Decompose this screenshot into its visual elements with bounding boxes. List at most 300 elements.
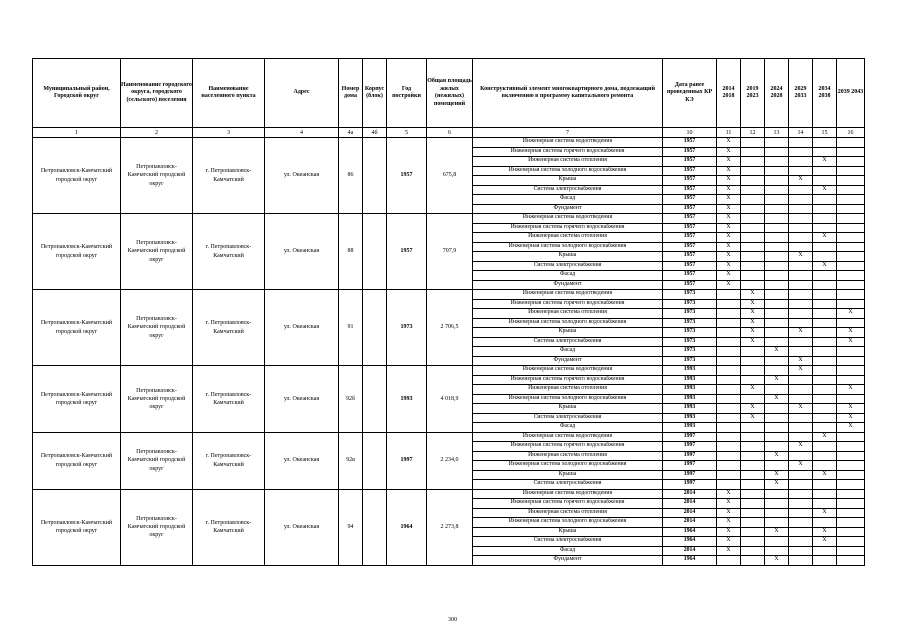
period-mark-cell bbox=[741, 242, 765, 252]
period-mark-cell bbox=[717, 470, 741, 480]
period-mark-cell bbox=[789, 233, 813, 243]
period-mark-cell: X bbox=[765, 470, 789, 480]
col-header-locality: Наименование населенного пункта bbox=[193, 59, 265, 128]
prior-repair-date-cell: 2014 bbox=[663, 489, 717, 499]
period-mark-cell bbox=[789, 147, 813, 157]
period-mark-cell bbox=[837, 261, 865, 271]
period-mark-cell bbox=[765, 204, 789, 214]
period-mark-cell bbox=[741, 204, 765, 214]
period-mark-cell bbox=[789, 299, 813, 309]
period-mark-cell: X bbox=[789, 252, 813, 262]
period-mark-cell: X bbox=[717, 537, 741, 547]
element-name-cell: Инженерная система водоотведения bbox=[473, 366, 663, 376]
prior-repair-date-cell: 1957 bbox=[663, 157, 717, 167]
period-mark-cell bbox=[813, 375, 837, 385]
period-mark-cell bbox=[765, 489, 789, 499]
period-mark-cell bbox=[837, 537, 865, 547]
table-row bbox=[33, 366, 865, 376]
period-mark-cell bbox=[717, 299, 741, 309]
address-cell: ул. Океанская bbox=[265, 214, 339, 290]
period-mark-cell bbox=[789, 290, 813, 300]
column-number-cell: 6 bbox=[427, 128, 473, 138]
period-mark-cell bbox=[837, 442, 865, 452]
prior-repair-date-cell: 2014 bbox=[663, 499, 717, 509]
period-mark-cell: X bbox=[717, 280, 741, 290]
period-mark-cell bbox=[837, 556, 865, 566]
column-number-cell: 12 bbox=[741, 128, 765, 138]
column-number-cell: 5 bbox=[387, 128, 427, 138]
period-mark-cell: X bbox=[813, 157, 837, 167]
period-mark-cell: X bbox=[765, 556, 789, 566]
period-mark-cell bbox=[837, 185, 865, 195]
element-name-cell: Фасад bbox=[473, 271, 663, 281]
period-mark-cell bbox=[765, 157, 789, 167]
period-mark-cell bbox=[813, 328, 837, 338]
period-mark-cell: X bbox=[717, 223, 741, 233]
prior-repair-date-cell: 1997 bbox=[663, 432, 717, 442]
table-row bbox=[33, 432, 865, 442]
period-mark-cell bbox=[741, 195, 765, 205]
period-mark-cell: X bbox=[717, 157, 741, 167]
element-name-cell: Инженерная система горячего водоснабжения bbox=[473, 223, 663, 233]
column-number-cell: 4а bbox=[339, 128, 363, 138]
period-mark-cell bbox=[789, 347, 813, 357]
period-mark-cell bbox=[813, 366, 837, 376]
period-mark-cell bbox=[837, 432, 865, 442]
period-mark-cell bbox=[741, 442, 765, 452]
period-mark-cell bbox=[789, 242, 813, 252]
period-mark-cell bbox=[765, 337, 789, 347]
period-mark-cell: X bbox=[837, 328, 865, 338]
col-header-period-6: 2039 2043 bbox=[837, 59, 865, 128]
period-mark-cell bbox=[741, 518, 765, 528]
period-mark-cell bbox=[717, 480, 741, 490]
block-cell bbox=[363, 138, 387, 214]
col-header-period-3: 2024 2028 bbox=[765, 59, 789, 128]
period-mark-cell bbox=[813, 356, 837, 366]
period-mark-cell bbox=[717, 347, 741, 357]
period-mark-cell: X bbox=[741, 309, 765, 319]
col-header-district: Муниципальный район, Городской округ bbox=[33, 59, 121, 128]
element-name-cell: Крыша bbox=[473, 328, 663, 338]
period-mark-cell bbox=[717, 432, 741, 442]
district-cell: Петропавловск-Камчатский городской округ bbox=[33, 432, 121, 489]
column-number-cell: 7 bbox=[473, 128, 663, 138]
period-mark-cell bbox=[837, 489, 865, 499]
period-mark-cell: X bbox=[765, 527, 789, 537]
element-name-cell: Фасад bbox=[473, 195, 663, 205]
period-mark-cell bbox=[789, 271, 813, 281]
address-cell: ул. Океанская bbox=[265, 138, 339, 214]
repair-program-table bbox=[32, 58, 865, 566]
element-name-cell: Инженерная система отопления bbox=[473, 157, 663, 167]
period-mark-cell bbox=[741, 508, 765, 518]
period-mark-cell bbox=[741, 271, 765, 281]
element-name-cell: Фундамент bbox=[473, 204, 663, 214]
element-name-cell: Инженерная система отопления bbox=[473, 451, 663, 461]
address-cell: ул. Океанская bbox=[265, 489, 339, 565]
period-mark-cell: X bbox=[717, 166, 741, 176]
period-mark-cell bbox=[741, 356, 765, 366]
house-number-cell: 92б bbox=[339, 366, 363, 433]
period-mark-cell bbox=[813, 404, 837, 414]
prior-repair-date-cell: 1957 bbox=[663, 214, 717, 224]
period-mark-cell bbox=[813, 176, 837, 186]
period-mark-cell bbox=[717, 461, 741, 471]
period-mark-cell bbox=[813, 214, 837, 224]
period-mark-cell bbox=[717, 442, 741, 452]
period-mark-cell bbox=[789, 546, 813, 556]
element-name-cell: Система электроснабжения bbox=[473, 185, 663, 195]
period-mark-cell bbox=[837, 508, 865, 518]
column-number-cell: 10 bbox=[663, 128, 717, 138]
element-name-cell: Инженерная система водоотведения bbox=[473, 432, 663, 442]
period-mark-cell bbox=[813, 442, 837, 452]
period-mark-cell bbox=[837, 166, 865, 176]
period-mark-cell bbox=[765, 299, 789, 309]
period-mark-cell bbox=[765, 356, 789, 366]
block-cell bbox=[363, 290, 387, 366]
period-mark-cell bbox=[837, 280, 865, 290]
period-mark-cell bbox=[741, 147, 765, 157]
period-mark-cell bbox=[789, 261, 813, 271]
period-mark-cell bbox=[813, 451, 837, 461]
element-name-cell: Инженерная система отопления bbox=[473, 508, 663, 518]
period-mark-cell bbox=[741, 375, 765, 385]
col-header-period-4: 2029 2033 bbox=[789, 59, 813, 128]
period-mark-cell bbox=[789, 394, 813, 404]
period-mark-cell: X bbox=[717, 527, 741, 537]
period-mark-cell bbox=[837, 157, 865, 167]
prior-repair-date-cell: 1993 bbox=[663, 423, 717, 433]
element-name-cell: Инженерная система отопления bbox=[473, 233, 663, 243]
period-mark-cell bbox=[837, 223, 865, 233]
period-mark-cell bbox=[837, 242, 865, 252]
settlement-cell: Петропавловск-Камчатский городской округ bbox=[121, 366, 193, 433]
element-name-cell: Крыша bbox=[473, 470, 663, 480]
district-cell: Петропавловск-Камчатский городской округ bbox=[33, 489, 121, 565]
district-cell: Петропавловск-Камчатский городской округ bbox=[33, 138, 121, 214]
column-number-row bbox=[33, 128, 865, 138]
col-header-block: Корпус (блок) bbox=[363, 59, 387, 128]
period-mark-cell bbox=[813, 480, 837, 490]
period-mark-cell bbox=[813, 489, 837, 499]
period-mark-cell bbox=[813, 556, 837, 566]
period-mark-cell: X bbox=[789, 366, 813, 376]
period-mark-cell bbox=[741, 223, 765, 233]
period-mark-cell bbox=[789, 508, 813, 518]
house-number-cell: 94 bbox=[339, 489, 363, 565]
locality-cell: г. Петропавловск-Камчатский bbox=[193, 432, 265, 489]
period-mark-cell bbox=[837, 527, 865, 537]
period-mark-cell bbox=[741, 461, 765, 471]
period-mark-cell: X bbox=[741, 413, 765, 423]
prior-repair-date-cell: 1957 bbox=[663, 204, 717, 214]
period-mark-cell bbox=[813, 280, 837, 290]
column-number-cell: 11 bbox=[717, 128, 741, 138]
period-mark-cell: X bbox=[717, 489, 741, 499]
address-cell: ул. Океанская bbox=[265, 290, 339, 366]
period-mark-cell: X bbox=[717, 147, 741, 157]
col-header-area: Общая площадь жилых (нежилых) помещений bbox=[427, 59, 473, 128]
year-cell: 1964 bbox=[387, 489, 427, 565]
prior-repair-date-cell: 1957 bbox=[663, 166, 717, 176]
prior-repair-date-cell: 1973 bbox=[663, 347, 717, 357]
period-mark-cell bbox=[765, 309, 789, 319]
year-cell: 1993 bbox=[387, 366, 427, 433]
prior-repair-date-cell: 1957 bbox=[663, 138, 717, 148]
element-name-cell: Фундамент bbox=[473, 280, 663, 290]
period-mark-cell bbox=[741, 280, 765, 290]
locality-cell: г. Петропавловск-Камчатский bbox=[193, 366, 265, 433]
period-mark-cell bbox=[789, 185, 813, 195]
period-mark-cell bbox=[813, 394, 837, 404]
prior-repair-date-cell: 1957 bbox=[663, 271, 717, 281]
element-name-cell: Инженерная система холодного водоснабжения bbox=[473, 242, 663, 252]
period-mark-cell bbox=[789, 537, 813, 547]
page-number: 300 bbox=[448, 617, 457, 623]
period-mark-cell bbox=[813, 309, 837, 319]
prior-repair-date-cell: 1973 bbox=[663, 290, 717, 300]
period-mark-cell bbox=[837, 356, 865, 366]
address-cell: ул. Океанская bbox=[265, 432, 339, 489]
period-mark-cell bbox=[789, 280, 813, 290]
period-mark-cell bbox=[813, 204, 837, 214]
period-mark-cell bbox=[765, 442, 789, 452]
period-mark-cell bbox=[717, 423, 741, 433]
period-mark-cell bbox=[813, 546, 837, 556]
period-mark-cell bbox=[717, 309, 741, 319]
district-cell: Петропавловск-Камчатский городской округ bbox=[33, 366, 121, 433]
period-mark-cell bbox=[741, 527, 765, 537]
prior-repair-date-cell: 1993 bbox=[663, 375, 717, 385]
period-mark-cell: X bbox=[789, 356, 813, 366]
period-mark-cell bbox=[741, 366, 765, 376]
element-name-cell: Инженерная система горячего водоснабжения bbox=[473, 299, 663, 309]
col-header-settlement: Наименование городского округа, городского (сельского) поселения bbox=[121, 59, 193, 128]
period-mark-cell bbox=[789, 337, 813, 347]
element-name-cell: Система электроснабжения bbox=[473, 261, 663, 271]
period-mark-cell bbox=[741, 176, 765, 186]
period-mark-cell: X bbox=[789, 328, 813, 338]
period-mark-cell bbox=[741, 432, 765, 442]
col-header-address: Адрес bbox=[265, 59, 339, 128]
period-mark-cell bbox=[741, 546, 765, 556]
period-mark-cell bbox=[765, 461, 789, 471]
column-number-cell: 4б bbox=[363, 128, 387, 138]
column-number-cell: 4 bbox=[265, 128, 339, 138]
period-mark-cell bbox=[717, 337, 741, 347]
element-name-cell: Фундамент bbox=[473, 556, 663, 566]
period-mark-cell bbox=[813, 413, 837, 423]
house-number-cell: 92в bbox=[339, 432, 363, 489]
element-name-cell: Инженерная система горячего водоснабжения bbox=[473, 147, 663, 157]
period-mark-cell bbox=[837, 375, 865, 385]
settlement-cell: Петропавловск-Камчатский городской округ bbox=[121, 138, 193, 214]
prior-repair-date-cell: 1997 bbox=[663, 461, 717, 471]
period-mark-cell bbox=[837, 461, 865, 471]
prior-repair-date-cell: 1957 bbox=[663, 147, 717, 157]
period-mark-cell: X bbox=[813, 185, 837, 195]
period-mark-cell bbox=[837, 214, 865, 224]
col-header-house-number: Номер дома bbox=[339, 59, 363, 128]
period-mark-cell bbox=[837, 299, 865, 309]
header-row bbox=[33, 59, 865, 128]
prior-repair-date-cell: 1973 bbox=[663, 299, 717, 309]
area-cell: 2 706,5 bbox=[427, 290, 473, 366]
period-mark-cell bbox=[765, 423, 789, 433]
period-mark-cell: X bbox=[837, 423, 865, 433]
period-mark-cell bbox=[813, 518, 837, 528]
period-mark-cell bbox=[813, 347, 837, 357]
element-name-cell: Инженерная система холодного водоснабжения bbox=[473, 166, 663, 176]
year-cell: 1957 bbox=[387, 214, 427, 290]
period-mark-cell: X bbox=[813, 261, 837, 271]
element-name-cell: Инженерная система горячего водоснабжения bbox=[473, 499, 663, 509]
period-mark-cell bbox=[789, 527, 813, 537]
period-mark-cell bbox=[765, 508, 789, 518]
period-mark-cell bbox=[837, 147, 865, 157]
period-mark-cell bbox=[813, 195, 837, 205]
prior-repair-date-cell: 1997 bbox=[663, 451, 717, 461]
prior-repair-date-cell: 1957 bbox=[663, 223, 717, 233]
period-mark-cell bbox=[837, 451, 865, 461]
period-mark-cell: X bbox=[741, 299, 765, 309]
prior-repair-date-cell: 1957 bbox=[663, 185, 717, 195]
period-mark-cell bbox=[741, 214, 765, 224]
period-mark-cell bbox=[741, 185, 765, 195]
period-mark-cell: X bbox=[717, 271, 741, 281]
period-mark-cell bbox=[741, 556, 765, 566]
period-mark-cell bbox=[789, 166, 813, 176]
table-row bbox=[33, 290, 865, 300]
period-mark-cell bbox=[789, 318, 813, 328]
period-mark-cell bbox=[813, 385, 837, 395]
period-mark-cell bbox=[741, 157, 765, 167]
period-mark-cell: X bbox=[717, 185, 741, 195]
block-cell bbox=[363, 432, 387, 489]
area-cell: 675,8 bbox=[427, 138, 473, 214]
column-number-cell: 15 bbox=[813, 128, 837, 138]
prior-repair-date-cell: 1993 bbox=[663, 394, 717, 404]
prior-repair-date-cell: 1993 bbox=[663, 385, 717, 395]
period-mark-cell: X bbox=[765, 394, 789, 404]
element-name-cell: Инженерная система отопления bbox=[473, 385, 663, 395]
period-mark-cell bbox=[789, 195, 813, 205]
period-mark-cell bbox=[741, 394, 765, 404]
prior-repair-date-cell: 1957 bbox=[663, 176, 717, 186]
period-mark-cell: X bbox=[765, 480, 789, 490]
element-name-cell: Инженерная система водоотведения bbox=[473, 290, 663, 300]
block-cell bbox=[363, 214, 387, 290]
area-cell: 2 234,0 bbox=[427, 432, 473, 489]
element-name-cell: Инженерная система холодного водоснабжения bbox=[473, 461, 663, 471]
period-mark-cell bbox=[741, 451, 765, 461]
period-mark-cell bbox=[789, 423, 813, 433]
prior-repair-date-cell: 1973 bbox=[663, 337, 717, 347]
period-mark-cell: X bbox=[837, 385, 865, 395]
locality-cell: г. Петропавловск-Камчатский bbox=[193, 290, 265, 366]
element-name-cell: Инженерная система горячего водоснабжения bbox=[473, 442, 663, 452]
prior-repair-date-cell: 2014 bbox=[663, 518, 717, 528]
table-body bbox=[33, 138, 865, 566]
period-mark-cell bbox=[717, 451, 741, 461]
element-name-cell: Инженерная система холодного водоснабжения bbox=[473, 518, 663, 528]
period-mark-cell bbox=[765, 214, 789, 224]
element-name-cell: Инженерная система водоотведения bbox=[473, 214, 663, 224]
period-mark-cell bbox=[837, 518, 865, 528]
period-mark-cell bbox=[717, 556, 741, 566]
period-mark-cell bbox=[765, 271, 789, 281]
period-mark-cell bbox=[765, 385, 789, 395]
period-mark-cell bbox=[789, 157, 813, 167]
prior-repair-date-cell: 1964 bbox=[663, 527, 717, 537]
period-mark-cell bbox=[789, 480, 813, 490]
period-mark-cell bbox=[765, 546, 789, 556]
settlement-cell: Петропавловск-Камчатский городской округ bbox=[121, 214, 193, 290]
document-page bbox=[32, 58, 865, 566]
period-mark-cell bbox=[741, 166, 765, 176]
period-mark-cell bbox=[813, 252, 837, 262]
col-header-year: Год постройки bbox=[387, 59, 427, 128]
prior-repair-date-cell: 1973 bbox=[663, 318, 717, 328]
period-mark-cell bbox=[741, 480, 765, 490]
period-mark-cell bbox=[837, 290, 865, 300]
period-mark-cell bbox=[789, 518, 813, 528]
block-cell bbox=[363, 366, 387, 433]
period-mark-cell bbox=[837, 546, 865, 556]
period-mark-cell bbox=[789, 204, 813, 214]
period-mark-cell bbox=[765, 290, 789, 300]
period-mark-cell bbox=[765, 233, 789, 243]
period-mark-cell bbox=[837, 366, 865, 376]
col-header-element: Конструктивный элемент многоквартирного дома, подлежащий включению в программу капитального ремонта bbox=[473, 59, 663, 128]
period-mark-cell bbox=[837, 394, 865, 404]
period-mark-cell: X bbox=[717, 261, 741, 271]
period-mark-cell bbox=[717, 290, 741, 300]
period-mark-cell: X bbox=[717, 233, 741, 243]
element-name-cell: Фасад bbox=[473, 347, 663, 357]
period-mark-cell bbox=[789, 499, 813, 509]
settlement-cell: Петропавловск-Камчатский городской округ bbox=[121, 432, 193, 489]
period-mark-cell bbox=[765, 185, 789, 195]
element-name-cell: Система электроснабжения bbox=[473, 337, 663, 347]
period-mark-cell bbox=[813, 499, 837, 509]
period-mark-cell: X bbox=[741, 385, 765, 395]
period-mark-cell bbox=[813, 242, 837, 252]
period-mark-cell bbox=[789, 489, 813, 499]
period-mark-cell bbox=[789, 451, 813, 461]
period-mark-cell: X bbox=[789, 461, 813, 471]
prior-repair-date-cell: 1973 bbox=[663, 309, 717, 319]
period-mark-cell bbox=[765, 413, 789, 423]
period-mark-cell bbox=[789, 214, 813, 224]
period-mark-cell bbox=[813, 461, 837, 471]
period-mark-cell: X bbox=[837, 413, 865, 423]
table-row bbox=[33, 489, 865, 499]
period-mark-cell bbox=[837, 138, 865, 148]
element-name-cell: Фасад bbox=[473, 546, 663, 556]
period-mark-cell bbox=[837, 347, 865, 357]
period-mark-cell bbox=[813, 138, 837, 148]
period-mark-cell bbox=[789, 375, 813, 385]
period-mark-cell bbox=[765, 432, 789, 442]
element-name-cell: Крыша bbox=[473, 252, 663, 262]
period-mark-cell bbox=[717, 375, 741, 385]
district-cell: Петропавловск-Камчатский городской округ bbox=[33, 290, 121, 366]
period-mark-cell bbox=[837, 204, 865, 214]
period-mark-cell bbox=[813, 337, 837, 347]
